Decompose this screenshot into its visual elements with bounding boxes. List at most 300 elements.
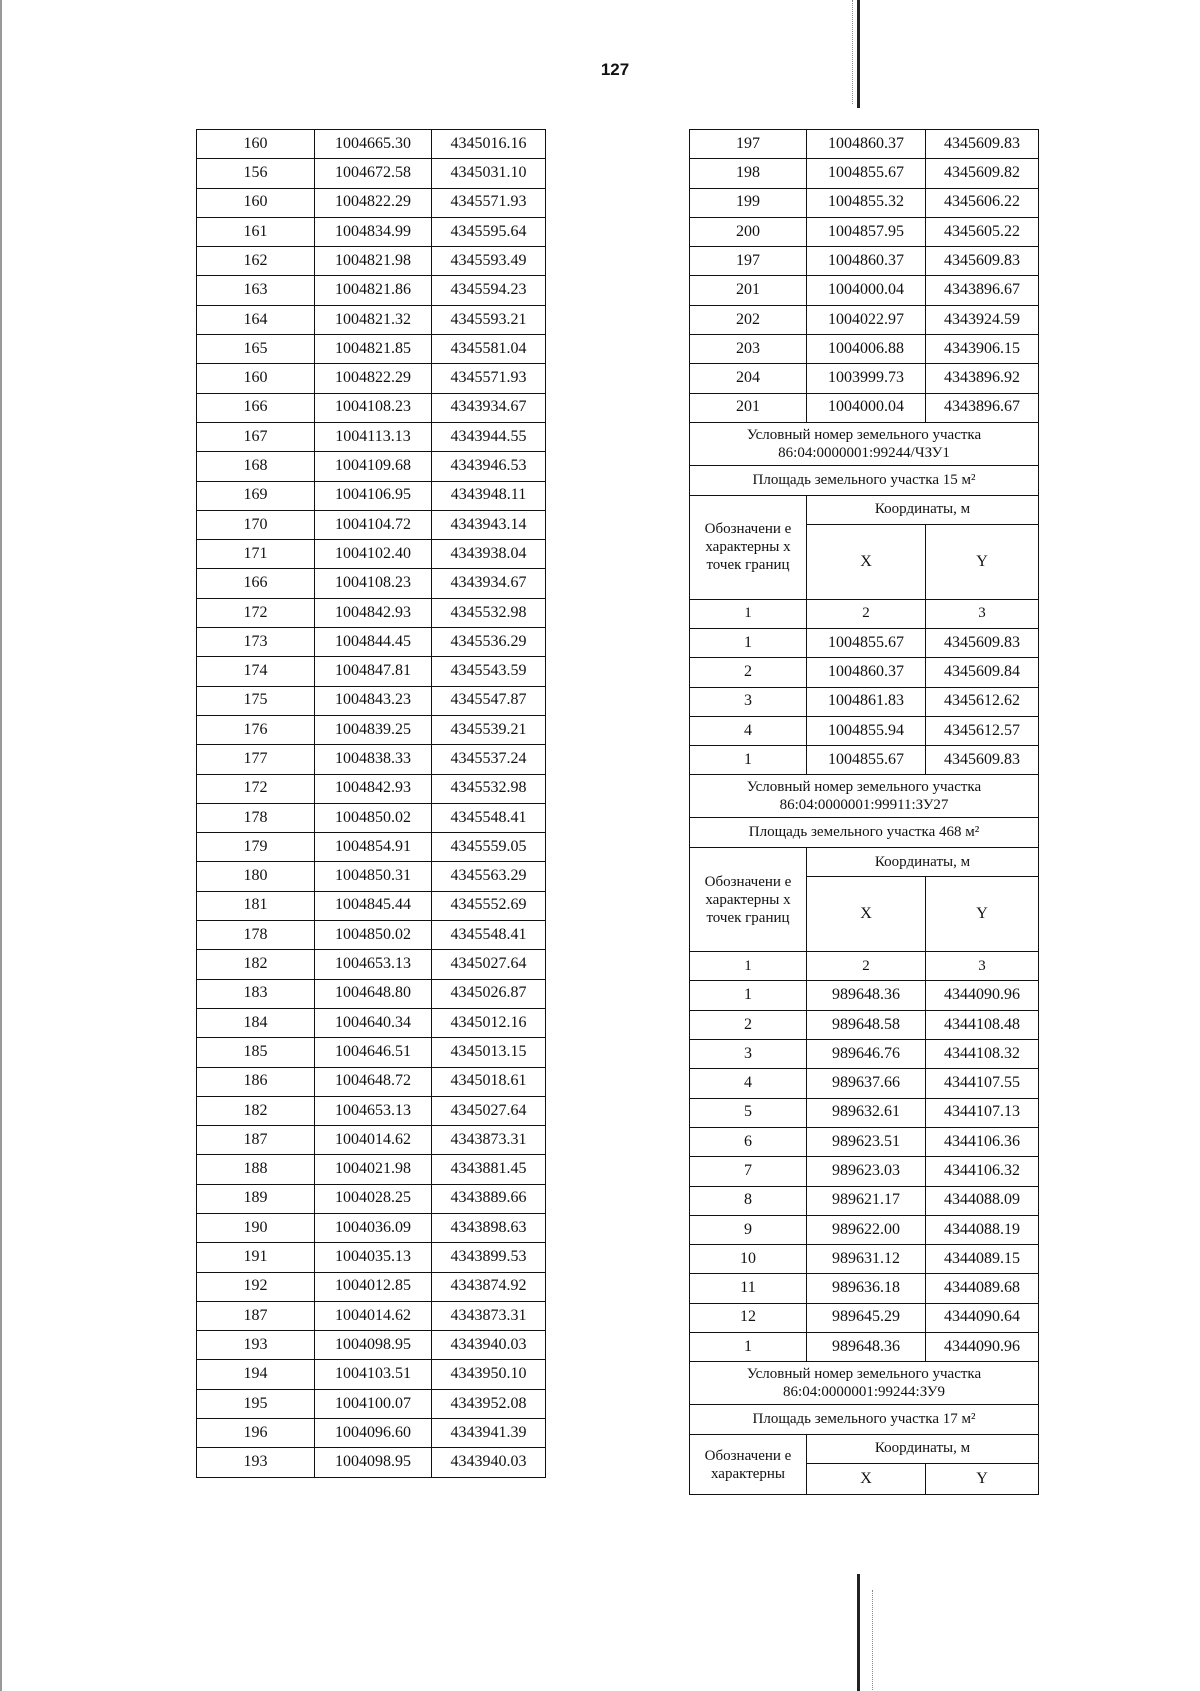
table-row (197, 1360, 546, 1389)
point-number-cell: 178 (197, 803, 315, 832)
y-coordinate-cell: 4345559.05 (432, 833, 546, 862)
table-row (197, 452, 546, 481)
y-coordinate-cell: 4345595.64 (432, 217, 546, 246)
x-coordinate-cell: 1004665.30 (315, 130, 432, 159)
table-row (690, 1215, 1039, 1244)
x-coordinate-cell: 1004012.85 (315, 1272, 432, 1301)
table-row (690, 746, 1039, 775)
x-coordinate-cell: 989631.12 (807, 1245, 926, 1274)
page-number: 127 (600, 60, 630, 79)
y-coordinate-cell: 4344107.55 (926, 1069, 1039, 1098)
x-coordinate-cell: 1004648.72 (315, 1067, 432, 1096)
y-coordinate-cell: 4343896.67 (926, 276, 1039, 305)
point-number-cell: 184 (197, 1008, 315, 1037)
y-coordinate-cell: 4343873.31 (432, 1126, 546, 1155)
x-coordinate-cell: 989648.36 (807, 1333, 926, 1362)
y-coordinate-cell: 4344090.64 (926, 1303, 1039, 1332)
point-number-cell: 10 (690, 1245, 807, 1274)
point-number-cell: 9 (690, 1215, 807, 1244)
x-coordinate-cell: 1004860.37 (807, 658, 926, 687)
x-coordinate-cell: 1004100.07 (315, 1389, 432, 1418)
point-number-cell: 8 (690, 1186, 807, 1215)
y-coordinate-cell: 4345013.15 (432, 1038, 546, 1067)
point-number-cell: 166 (197, 393, 315, 422)
table-row (690, 628, 1039, 657)
y-coordinate-cell: 4343950.10 (432, 1360, 546, 1389)
table-row (197, 628, 546, 657)
x-coordinate-cell: 1004855.94 (807, 716, 926, 745)
point-number-cell: 189 (197, 1184, 315, 1213)
x-coordinate-cell: 989636.18 (807, 1274, 926, 1303)
x-coordinate-cell: 1004106.95 (315, 481, 432, 510)
x-coordinate-cell: 1004860.37 (807, 130, 926, 159)
x-coordinate-cell: 1004109.68 (315, 452, 432, 481)
point-number-cell: 6 (690, 1127, 807, 1156)
right-coordinates-table (689, 129, 1039, 1495)
x-coordinate-cell: 1003999.73 (807, 364, 926, 393)
table-row (197, 1272, 546, 1301)
y-coordinate-cell: 4343952.08 (432, 1389, 546, 1418)
table-row (690, 188, 1039, 217)
point-number-cell: 2 (690, 1010, 807, 1039)
y-coordinate-cell: 4345547.87 (432, 686, 546, 715)
x-coordinate-cell: 1004845.44 (315, 891, 432, 920)
x-coordinate-cell: 1004648.80 (315, 979, 432, 1008)
point-number-cell: 163 (197, 276, 315, 305)
parcel-title (690, 1362, 1039, 1405)
y-coordinate-cell: 4344088.09 (926, 1186, 1039, 1215)
point-number-cell: 176 (197, 715, 315, 744)
coordinates-header: Координаты, м (807, 1435, 1039, 1464)
point-number-cell: 1 (690, 981, 807, 1010)
point-number-cell: 197 (690, 247, 807, 276)
point-number-cell: 170 (197, 510, 315, 539)
x-header: X (807, 877, 926, 952)
table-row (197, 1419, 546, 1448)
x-coordinate-cell: 1004021.98 (315, 1155, 432, 1184)
x-coordinate-cell: 1004843.23 (315, 686, 432, 715)
x-coordinate-cell: 1004036.09 (315, 1213, 432, 1242)
x-coordinate-cell: 1004821.85 (315, 335, 432, 364)
parcel-title-label: Условный номер земельного участка (746, 779, 982, 796)
x-coordinate-cell: 1004821.86 (315, 276, 432, 305)
table-row (197, 686, 546, 715)
parcel-cadastral-number: 86:04:0000001:99244/ЧЗУ1 (778, 444, 950, 461)
x-coordinate-cell: 1004850.02 (315, 803, 432, 832)
table-row (690, 716, 1039, 745)
table-row (690, 1127, 1039, 1156)
y-coordinate-cell: 4344106.32 (926, 1157, 1039, 1186)
table-row (197, 364, 546, 393)
point-number-cell: 160 (197, 188, 315, 217)
point-number-cell: 160 (197, 364, 315, 393)
column-number-1: 1 (690, 952, 807, 981)
y-coordinate-cell: 4343898.63 (432, 1213, 546, 1242)
table-row (197, 569, 546, 598)
parcel-cadastral-number: 86:04:0000001:99244:ЗУ9 (783, 1384, 945, 1401)
y-coordinate-cell: 4345027.64 (432, 1096, 546, 1125)
table-row (197, 833, 546, 862)
table-row (197, 1243, 546, 1272)
point-number-cell: 194 (197, 1360, 315, 1389)
point-number-cell: 1 (690, 628, 807, 657)
y-coordinate-cell: 4345016.16 (432, 130, 546, 159)
y-coordinate-cell: 4345609.83 (926, 247, 1039, 276)
y-coordinate-cell: 4345552.69 (432, 891, 546, 920)
table-row (690, 247, 1039, 276)
table-row (690, 1245, 1039, 1274)
x-coordinate-cell: 1004842.93 (315, 598, 432, 627)
right-table-body (690, 130, 1039, 1495)
y-coordinate-cell: 4345548.41 (432, 803, 546, 832)
table-row (197, 335, 546, 364)
column-number-1: 1 (690, 599, 807, 628)
x-header: X (807, 524, 926, 599)
point-number-cell: 195 (197, 1389, 315, 1418)
x-coordinate-cell: 989646.76 (807, 1040, 926, 1069)
y-coordinate-cell: 4345571.93 (432, 364, 546, 393)
x-coordinate-cell: 1004098.95 (315, 1331, 432, 1360)
parcel-title (690, 422, 1039, 465)
y-coordinate-cell: 4344090.96 (926, 1333, 1039, 1362)
point-number-cell: 193 (197, 1331, 315, 1360)
x-coordinate-cell: 989623.51 (807, 1127, 926, 1156)
scan-line-top (857, 0, 860, 108)
y-coordinate-cell: 4343934.67 (432, 393, 546, 422)
x-coordinate-cell: 1004098.95 (315, 1448, 432, 1477)
y-coordinate-cell: 4343906.15 (926, 335, 1039, 364)
y-coordinate-cell: 4343889.66 (432, 1184, 546, 1213)
table-row (197, 247, 546, 276)
y-coordinate-cell: 4345539.21 (432, 715, 546, 744)
column-number-row (690, 599, 1039, 628)
column-number-row (690, 952, 1039, 981)
point-number-cell: 156 (197, 159, 315, 188)
point-number-cell: 12 (690, 1303, 807, 1332)
x-coordinate-cell: 1004096.60 (315, 1419, 432, 1448)
table-row (690, 1333, 1039, 1362)
point-number-cell: 1 (690, 746, 807, 775)
table-row (197, 481, 546, 510)
point-number-cell: 171 (197, 540, 315, 569)
table-row (197, 862, 546, 891)
point-number-cell: 11 (690, 1274, 807, 1303)
point-number-cell: 187 (197, 1126, 315, 1155)
x-coordinate-cell: 1004838.33 (315, 745, 432, 774)
y-coordinate-cell: 4345532.98 (432, 598, 546, 627)
x-coordinate-cell: 1004035.13 (315, 1243, 432, 1272)
point-number-cell: 161 (197, 217, 315, 246)
x-coordinate-cell: 989648.36 (807, 981, 926, 1010)
y-coordinate-cell: 4343934.67 (432, 569, 546, 598)
table-row (197, 891, 546, 920)
x-coordinate-cell: 1004108.23 (315, 393, 432, 422)
point-number-cell: 4 (690, 1069, 807, 1098)
table-row (197, 1213, 546, 1242)
x-coordinate-cell: 1004108.23 (315, 569, 432, 598)
column-number-3: 3 (926, 599, 1039, 628)
point-number-cell: 188 (197, 1155, 315, 1184)
point-number-cell: 178 (197, 921, 315, 950)
table-row (197, 305, 546, 334)
table-row (690, 1186, 1039, 1215)
x-coordinate-cell: 1004006.88 (807, 335, 926, 364)
y-coordinate-cell: 4345536.29 (432, 628, 546, 657)
y-coordinate-cell: 4345609.82 (926, 159, 1039, 188)
y-coordinate-cell: 4343896.92 (926, 364, 1039, 393)
x-coordinate-cell: 1004022.97 (807, 305, 926, 334)
y-coordinate-cell: 4345537.24 (432, 745, 546, 774)
table-row (690, 276, 1039, 305)
x-coordinate-cell: 1004102.40 (315, 540, 432, 569)
y-header: Y (926, 1464, 1039, 1495)
table-row (690, 1010, 1039, 1039)
y-coordinate-cell: 4343881.45 (432, 1155, 546, 1184)
y-coordinate-cell: 4343943.14 (432, 510, 546, 539)
table-row (197, 1096, 546, 1125)
parcel-area: Площадь земельного участка 15 м² (690, 465, 1039, 495)
x-coordinate-cell: 989648.58 (807, 1010, 926, 1039)
x-coordinate-cell: 1004000.04 (807, 393, 926, 422)
x-coordinate-cell: 1004842.93 (315, 774, 432, 803)
header-row (690, 848, 1039, 877)
table-row (690, 217, 1039, 246)
point-number-cell: 172 (197, 598, 315, 627)
point-number-cell: 3 (690, 1040, 807, 1069)
y-coordinate-cell: 4345532.98 (432, 774, 546, 803)
parcel-area: Площадь земельного участка 468 м² (690, 818, 1039, 848)
x-header: X (807, 1464, 926, 1495)
table-row (197, 393, 546, 422)
table-row (197, 1126, 546, 1155)
x-coordinate-cell: 1004014.62 (315, 1301, 432, 1330)
point-number-cell: 191 (197, 1243, 315, 1272)
point-number-cell: 174 (197, 657, 315, 686)
point-number-cell: 1 (690, 1333, 807, 1362)
table-row (197, 130, 546, 159)
y-coordinate-cell: 4344090.96 (926, 981, 1039, 1010)
x-coordinate-cell: 1004861.83 (807, 687, 926, 716)
scan-dots-bottom (872, 1590, 873, 1690)
y-coordinate-cell: 4345563.29 (432, 862, 546, 891)
x-coordinate-cell: 1004646.51 (315, 1038, 432, 1067)
point-number-cell: 186 (197, 1067, 315, 1096)
point-number-cell: 173 (197, 628, 315, 657)
point-number-cell: 197 (690, 130, 807, 159)
point-number-cell: 201 (690, 393, 807, 422)
point-number-cell: 179 (197, 833, 315, 862)
table-row (197, 950, 546, 979)
y-coordinate-cell: 4343948.11 (432, 481, 546, 510)
parcel-title-row (690, 775, 1039, 818)
table-row (197, 1067, 546, 1096)
parcel-area-row (690, 818, 1039, 848)
scan-line-left-edge (0, 0, 2, 1691)
y-coordinate-cell: 4345031.10 (432, 159, 546, 188)
point-number-cell: 190 (197, 1213, 315, 1242)
parcel-cadastral-number: 86:04:0000001:99911:ЗУ27 (779, 797, 949, 814)
x-coordinate-cell: 1004103.51 (315, 1360, 432, 1389)
x-coordinate-cell: 1004640.34 (315, 1008, 432, 1037)
table-row (197, 715, 546, 744)
header-row (690, 495, 1039, 524)
parcel-area-row (690, 1405, 1039, 1435)
point-number-cell: 168 (197, 452, 315, 481)
x-coordinate-cell: 1004844.45 (315, 628, 432, 657)
y-coordinate-cell: 4345606.22 (926, 188, 1039, 217)
y-coordinate-cell: 4343940.03 (432, 1331, 546, 1360)
parcel-title (690, 775, 1039, 818)
column-number-2: 2 (807, 952, 926, 981)
x-coordinate-cell: 1004821.98 (315, 247, 432, 276)
x-coordinate-cell: 989632.61 (807, 1098, 926, 1127)
x-coordinate-cell: 1004857.95 (807, 217, 926, 246)
table-row (197, 1038, 546, 1067)
x-coordinate-cell: 1004860.37 (807, 247, 926, 276)
y-coordinate-cell: 4344089.15 (926, 1245, 1039, 1274)
header-row (690, 1435, 1039, 1464)
y-coordinate-cell: 4345026.87 (432, 979, 546, 1008)
y-header: Y (926, 877, 1039, 952)
point-number-cell: 7 (690, 1157, 807, 1186)
parcel-title-row (690, 1362, 1039, 1405)
table-row (690, 364, 1039, 393)
table-row (197, 1155, 546, 1184)
x-coordinate-cell: 1004847.81 (315, 657, 432, 686)
x-coordinate-cell: 1004113.13 (315, 422, 432, 451)
x-coordinate-cell: 1004104.72 (315, 510, 432, 539)
y-coordinate-cell: 4344088.19 (926, 1215, 1039, 1244)
table-row (690, 335, 1039, 364)
left-table-body (197, 130, 546, 1478)
point-number-cell: 177 (197, 745, 315, 774)
point-number-cell: 183 (197, 979, 315, 1008)
table-row (690, 130, 1039, 159)
point-number-cell: 187 (197, 1301, 315, 1330)
point-number-cell: 165 (197, 335, 315, 364)
y-coordinate-cell: 4345548.41 (432, 921, 546, 950)
table-row (197, 774, 546, 803)
x-coordinate-cell: 1004821.32 (315, 305, 432, 334)
table-row (197, 1331, 546, 1360)
point-number-cell: 166 (197, 569, 315, 598)
x-coordinate-cell: 1004834.99 (315, 217, 432, 246)
point-designation-header: Обозначени е характерны х точек границ (690, 495, 807, 599)
point-designation-header: Обозначени е характерны х точек границ (690, 848, 807, 952)
x-coordinate-cell: 989645.29 (807, 1303, 926, 1332)
x-coordinate-cell: 1004855.67 (807, 746, 926, 775)
table-row (690, 1069, 1039, 1098)
table-row (197, 188, 546, 217)
point-number-cell: 198 (690, 159, 807, 188)
x-coordinate-cell: 1004839.25 (315, 715, 432, 744)
table-row (690, 305, 1039, 334)
point-number-cell: 160 (197, 130, 315, 159)
y-coordinate-cell: 4345609.84 (926, 658, 1039, 687)
y-coordinate-cell: 4343940.03 (432, 1448, 546, 1477)
y-coordinate-cell: 4345593.49 (432, 247, 546, 276)
table-row (197, 657, 546, 686)
table-row (690, 658, 1039, 687)
x-coordinate-cell: 989622.00 (807, 1215, 926, 1244)
left-coordinates-table (196, 129, 546, 1478)
table-row (690, 981, 1039, 1010)
point-number-cell: 182 (197, 1096, 315, 1125)
parcel-area-row (690, 465, 1039, 495)
point-number-cell: 169 (197, 481, 315, 510)
table-row (197, 1008, 546, 1037)
y-coordinate-cell: 4345543.59 (432, 657, 546, 686)
table-row (690, 1040, 1039, 1069)
parcel-title-row (690, 422, 1039, 465)
x-coordinate-cell: 1004850.02 (315, 921, 432, 950)
scan-line-bottom (857, 1574, 860, 1691)
y-coordinate-cell: 4345612.62 (926, 687, 1039, 716)
y-coordinate-cell: 4345571.93 (432, 188, 546, 217)
scan-dots-top (852, 0, 853, 104)
table-row (197, 803, 546, 832)
point-number-cell: 202 (690, 305, 807, 334)
x-coordinate-cell: 1004653.13 (315, 950, 432, 979)
point-number-cell: 172 (197, 774, 315, 803)
y-coordinate-cell: 4345581.04 (432, 335, 546, 364)
table-row (690, 1098, 1039, 1127)
point-number-cell: 201 (690, 276, 807, 305)
point-number-cell: 196 (197, 1419, 315, 1448)
point-number-cell: 5 (690, 1098, 807, 1127)
point-number-cell: 192 (197, 1272, 315, 1301)
point-designation-header: Обозначени е характерны (690, 1435, 807, 1495)
table-row (197, 745, 546, 774)
coordinates-header: Координаты, м (807, 848, 1039, 877)
x-coordinate-cell: 1004653.13 (315, 1096, 432, 1125)
table-row (197, 540, 546, 569)
parcel-title-label: Условный номер земельного участка (746, 1366, 982, 1383)
table-row (690, 1303, 1039, 1332)
column-number-2: 2 (807, 599, 926, 628)
y-coordinate-cell: 4344089.68 (926, 1274, 1039, 1303)
table-row (690, 1157, 1039, 1186)
x-coordinate-cell: 1004850.31 (315, 862, 432, 891)
y-coordinate-cell: 4344108.32 (926, 1040, 1039, 1069)
y-coordinate-cell: 4344108.48 (926, 1010, 1039, 1039)
table-row (197, 921, 546, 950)
x-coordinate-cell: 1004014.62 (315, 1126, 432, 1155)
table-row (690, 393, 1039, 422)
table-row (197, 1184, 546, 1213)
y-coordinate-cell: 4343896.67 (926, 393, 1039, 422)
x-coordinate-cell: 989623.03 (807, 1157, 926, 1186)
point-number-cell: 162 (197, 247, 315, 276)
y-coordinate-cell: 4345609.83 (926, 130, 1039, 159)
point-number-cell: 164 (197, 305, 315, 334)
point-number-cell: 181 (197, 891, 315, 920)
point-number-cell: 204 (690, 364, 807, 393)
y-coordinate-cell: 4345609.83 (926, 628, 1039, 657)
point-number-cell: 182 (197, 950, 315, 979)
y-coordinate-cell: 4345012.16 (432, 1008, 546, 1037)
x-coordinate-cell: 989621.17 (807, 1186, 926, 1215)
y-coordinate-cell: 4345593.21 (432, 305, 546, 334)
column-number-3: 3 (926, 952, 1039, 981)
y-coordinate-cell: 4343874.92 (432, 1272, 546, 1301)
x-coordinate-cell: 1004822.29 (315, 364, 432, 393)
y-coordinate-cell: 4343899.53 (432, 1243, 546, 1272)
table-row (197, 1389, 546, 1418)
table-row (690, 687, 1039, 716)
x-coordinate-cell: 1004855.67 (807, 628, 926, 657)
y-coordinate-cell: 4343873.31 (432, 1301, 546, 1330)
